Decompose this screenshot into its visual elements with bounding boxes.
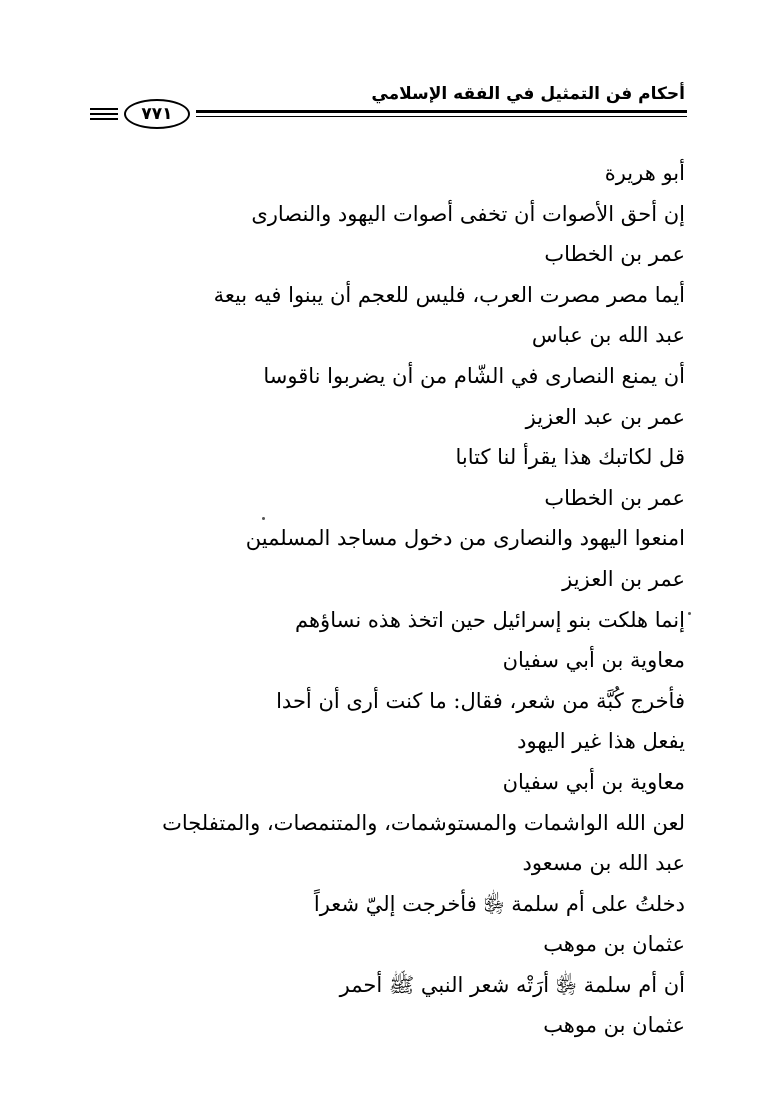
line-quote: دخلتُ على أم سلمة ﵂ فأخرجت إليّ شعراً	[313, 891, 685, 916]
line-narrator: عمر بن الخطاب	[544, 242, 685, 267]
header-rule-thin	[196, 116, 687, 117]
line-narrator: معاوية بن أبي سفيان	[502, 648, 685, 673]
line-quote: أن أم سلمة ﵂ أرَتْه شعر النبي ﷺ أحمر	[339, 972, 685, 997]
running-header-title: أحكام فن التمثيل في الفقه الإسلامي	[371, 84, 685, 104]
line-narrator: عمر بن الخطاب	[544, 485, 685, 510]
line-narrator: أبو هريرة	[604, 161, 685, 185]
line-quote: فأخرج كُبَّة من شعر، فقال: ما كنت أرى أن أحدا	[276, 688, 685, 713]
header-rule-thick	[196, 110, 687, 113]
line-quote: إنما هلكت بنو إسرائيل حين اتخذ هذه نساؤهم	[295, 607, 685, 632]
line-quote: لعن الله الواشمات والمستوشمات، والمتنمصات، والمتفلجات	[162, 810, 685, 835]
header-rule-left-2	[90, 113, 118, 115]
header-rule-left-1	[90, 108, 118, 110]
line-quote: امنعوا اليهود والنصارى من دخول مساجد المسلمين	[245, 526, 685, 551]
page-number-badge: ٧٧١	[124, 99, 190, 129]
line-narrator: عبد الله بن عباس	[531, 323, 685, 348]
scan-speck	[688, 612, 691, 615]
line-narrator: عبد الله بن مسعود	[522, 851, 685, 876]
text-body	[125, 153, 685, 1046]
line-quote: قل لكاتبك هذا يقرأ لنا كتابا	[455, 445, 685, 470]
line-quote-continued: يفعل هذا غير اليهود	[517, 729, 685, 754]
line-narrator: عمر بن عبد العزيز	[525, 404, 685, 429]
line-narrator: عمر بن العزيز	[562, 566, 685, 591]
scan-speck	[262, 517, 265, 520]
line-narrator: معاوية بن أبي سفيان	[502, 769, 685, 794]
line-narrator: عثمان بن موهب	[543, 1013, 685, 1038]
line-quote: أن يمنع النصارى في الشّام من أن يضربوا ناقوسا	[263, 363, 685, 388]
line-quote: إن أحق الأصوات أن تخفى أصوات اليهود والنصارى	[251, 201, 685, 226]
header-rule-left-3	[90, 118, 118, 120]
line-quote: أيما مصر مصرت العرب، فليس للعجم أن يبنوا فيه بيعة	[213, 282, 685, 307]
line-narrator: عثمان بن موهب	[543, 932, 685, 957]
